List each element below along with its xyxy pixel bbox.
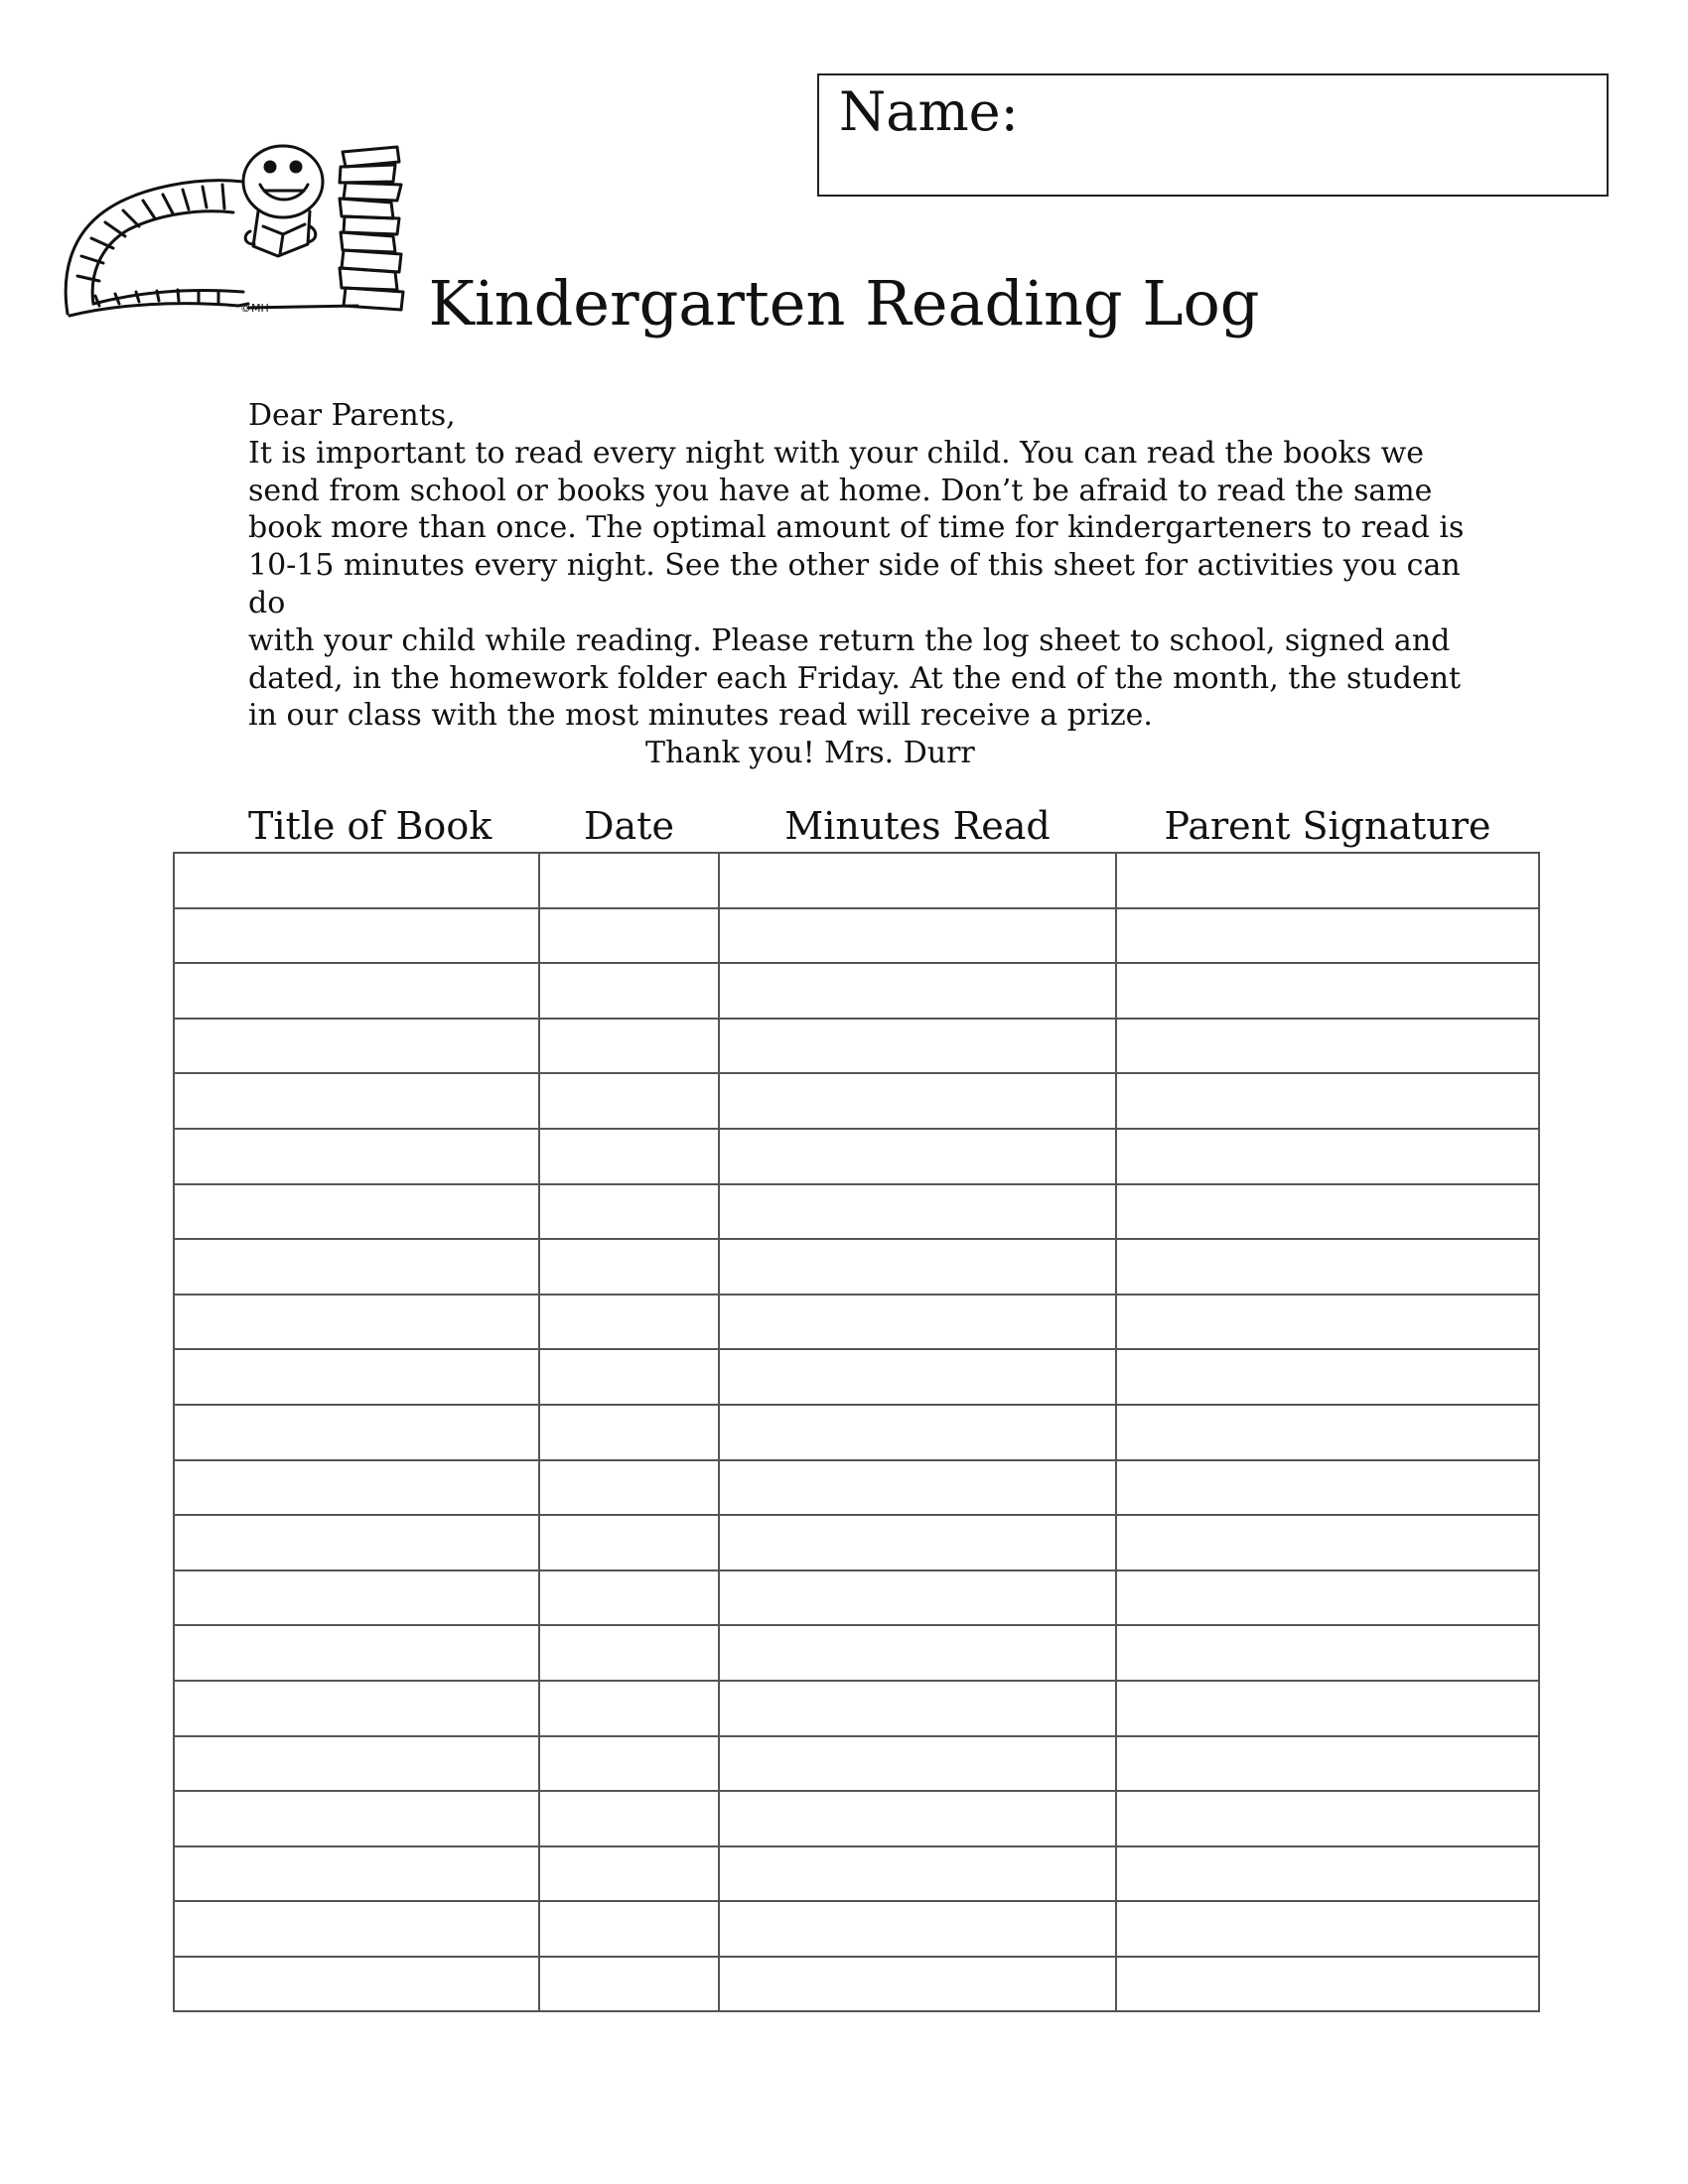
date-cell[interactable] <box>539 1460 719 1516</box>
table-row <box>174 1846 1539 1902</box>
date-cell[interactable] <box>539 1957 719 2012</box>
date-cell[interactable] <box>539 1846 719 1902</box>
table-row <box>174 1019 1539 1074</box>
letter-line: 10-15 minutes every night. See the other side of this sheet for activities you can do <box>248 548 1461 620</box>
title-of-book-cell[interactable] <box>174 1460 539 1516</box>
minutes-read-cell[interactable] <box>719 1736 1116 1792</box>
parent-letter <box>248 397 1470 772</box>
table-row <box>174 1405 1539 1460</box>
log-rows <box>174 853 1539 2011</box>
minutes-read-cell[interactable] <box>719 1349 1116 1405</box>
parent-signature-cell[interactable] <box>1116 1405 1539 1460</box>
table-row <box>174 1184 1539 1240</box>
parent-signature-cell[interactable] <box>1116 1515 1539 1570</box>
title-of-book-cell[interactable] <box>174 1681 539 1736</box>
page-title: Kindergarten Reading Log <box>428 267 1260 340</box>
table-row <box>174 1515 1539 1570</box>
parent-signature-cell[interactable] <box>1116 908 1539 964</box>
date-cell[interactable] <box>539 1791 719 1846</box>
title-of-book-cell[interactable] <box>174 1184 539 1240</box>
minutes-read-cell[interactable] <box>719 1129 1116 1184</box>
letter-closing: Thank you! Mrs. Durr <box>645 736 975 771</box>
table-row <box>174 853 1539 908</box>
parent-signature-cell[interactable] <box>1116 1846 1539 1902</box>
parent-signature-cell[interactable] <box>1116 1957 1539 2012</box>
title-of-book-cell[interactable] <box>174 1846 539 1902</box>
reading-log-table <box>173 802 1540 2012</box>
title-of-book-cell[interactable] <box>174 1239 539 1295</box>
title-of-book-cell[interactable] <box>174 1129 539 1184</box>
title-of-book-cell[interactable] <box>174 1019 539 1074</box>
date-cell[interactable] <box>539 963 719 1019</box>
minutes-read-cell[interactable] <box>719 1405 1116 1460</box>
date-cell[interactable] <box>539 1129 719 1184</box>
parent-signature-cell[interactable] <box>1116 1736 1539 1792</box>
title-of-book-cell[interactable] <box>174 1736 539 1792</box>
parent-signature-cell[interactable] <box>1116 1570 1539 1626</box>
table-row <box>174 963 1539 1019</box>
table-row <box>174 1460 1539 1516</box>
date-cell[interactable] <box>539 1515 719 1570</box>
date-cell[interactable] <box>539 853 719 908</box>
parent-signature-cell[interactable] <box>1116 1625 1539 1681</box>
letter-line: with your child while reading. Please return the log sheet to school, signed and <box>248 622 1451 658</box>
title-of-book-cell[interactable] <box>174 1349 539 1405</box>
table-row <box>174 908 1539 964</box>
table-row <box>174 1625 1539 1681</box>
column-header-date: Date <box>584 804 674 848</box>
letter-line: send from school or books you have at home. Don’t be afraid to read the same <box>248 473 1433 508</box>
date-cell[interactable] <box>539 1239 719 1295</box>
date-cell[interactable] <box>539 1570 719 1626</box>
table-row <box>174 1681 1539 1736</box>
title-of-book-cell[interactable] <box>174 1405 539 1460</box>
minutes-read-cell[interactable] <box>719 1184 1116 1240</box>
parent-signature-cell[interactable] <box>1116 853 1539 908</box>
date-cell[interactable] <box>539 1295 719 1350</box>
table-row <box>174 1791 1539 1846</box>
title-of-book-cell[interactable] <box>174 853 539 908</box>
minutes-read-cell[interactable] <box>719 1239 1116 1295</box>
parent-signature-cell[interactable] <box>1116 963 1539 1019</box>
letter-line: dated, in the homework folder each Friday. At the end of the month, the student <box>248 660 1462 696</box>
parent-signature-cell[interactable] <box>1116 1129 1539 1184</box>
column-header-title: Title of Book <box>248 804 492 848</box>
table-row <box>174 1129 1539 1184</box>
title-of-book-cell[interactable] <box>174 1625 539 1681</box>
minutes-read-cell[interactable] <box>719 1681 1116 1736</box>
letter-greeting: Dear Parents, <box>248 398 456 433</box>
title-of-book-cell[interactable] <box>174 1515 539 1570</box>
parent-signature-cell[interactable] <box>1116 1460 1539 1516</box>
parent-signature-cell[interactable] <box>1116 1073 1539 1129</box>
letter-line: It is important to read every night with your child. You can read the books we <box>248 435 1425 471</box>
table-row <box>174 1239 1539 1295</box>
column-header-minutes: Minutes Read <box>784 804 1051 848</box>
date-cell[interactable] <box>539 1681 719 1736</box>
table-row <box>174 1349 1539 1405</box>
parent-signature-cell[interactable] <box>1116 1019 1539 1074</box>
date-cell[interactable] <box>539 1901 719 1957</box>
logo-artist-mark: ©MH <box>240 302 269 315</box>
date-cell[interactable] <box>539 1625 719 1681</box>
table-header-row <box>174 802 1539 853</box>
date-cell[interactable] <box>539 1073 719 1129</box>
parent-signature-cell[interactable] <box>1116 1295 1539 1350</box>
table-row <box>174 1295 1539 1350</box>
title-of-book-cell[interactable] <box>174 963 539 1019</box>
table-row <box>174 1957 1539 2012</box>
minutes-read-cell[interactable] <box>719 1073 1116 1129</box>
date-cell[interactable] <box>539 1405 719 1460</box>
minutes-read-cell[interactable] <box>719 1957 1116 2012</box>
parent-signature-cell[interactable] <box>1116 1681 1539 1736</box>
minutes-read-cell[interactable] <box>719 1791 1116 1846</box>
date-cell[interactable] <box>539 1736 719 1792</box>
parent-signature-cell[interactable] <box>1116 1184 1539 1240</box>
minutes-read-cell[interactable] <box>719 1846 1116 1902</box>
parent-signature-cell[interactable] <box>1116 1239 1539 1295</box>
minutes-read-cell[interactable] <box>719 1625 1116 1681</box>
title-of-book-cell[interactable] <box>174 1957 539 2012</box>
minutes-read-cell[interactable] <box>719 1515 1116 1570</box>
letter-line: in our class with the most minutes read will receive a prize. <box>248 698 1153 734</box>
minutes-read-cell[interactable] <box>719 1295 1116 1350</box>
table-row <box>174 1570 1539 1626</box>
minutes-read-cell[interactable] <box>719 1901 1116 1957</box>
title-of-book-cell[interactable] <box>174 1791 539 1846</box>
title-of-book-cell[interactable] <box>174 1901 539 1957</box>
minutes-read-cell[interactable] <box>719 1570 1116 1626</box>
letter-line: book more than once. The optimal amount of time for kindergarteners to read is <box>248 510 1465 546</box>
date-cell[interactable] <box>539 908 719 964</box>
parent-signature-cell[interactable] <box>1116 1791 1539 1846</box>
date-cell[interactable] <box>539 1184 719 1240</box>
title-of-book-cell[interactable] <box>174 908 539 964</box>
title-of-book-cell[interactable] <box>174 1073 539 1129</box>
minutes-read-cell[interactable] <box>719 1460 1116 1516</box>
date-cell[interactable] <box>539 1349 719 1405</box>
date-cell[interactable] <box>539 1019 719 1074</box>
title-of-book-cell[interactable] <box>174 1295 539 1350</box>
parent-signature-cell[interactable] <box>1116 1901 1539 1957</box>
minutes-read-cell[interactable] <box>719 963 1116 1019</box>
minutes-read-cell[interactable] <box>719 1019 1116 1074</box>
table-row <box>174 1073 1539 1129</box>
title-of-book-cell[interactable] <box>174 1570 539 1626</box>
name-field-box[interactable] <box>817 73 1609 197</box>
parent-signature-cell[interactable] <box>1116 1349 1539 1405</box>
minutes-read-cell[interactable] <box>719 853 1116 908</box>
name-label: Name: <box>839 80 1019 143</box>
minutes-read-cell[interactable] <box>719 908 1116 964</box>
column-header-signature: Parent Signature <box>1164 804 1491 848</box>
table-row <box>174 1901 1539 1957</box>
table-row <box>174 1736 1539 1792</box>
